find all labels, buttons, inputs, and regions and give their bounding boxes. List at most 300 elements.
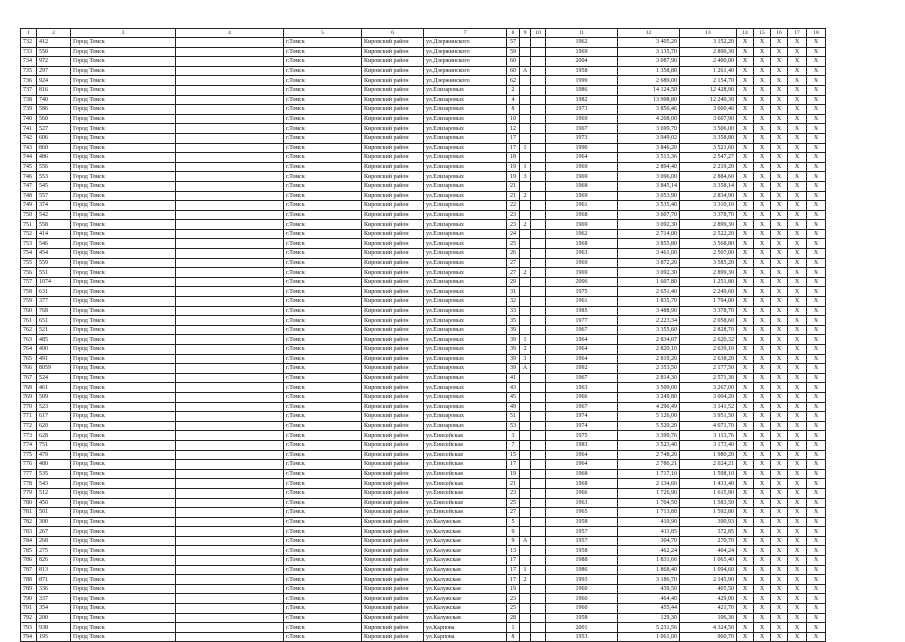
table-cell: 2 639,10: [680, 345, 737, 355]
table-cell: X: [754, 239, 771, 249]
table-cell: X: [737, 488, 754, 498]
table-cell: 3 092,30: [618, 220, 680, 230]
table-cell: 3 152,20: [680, 38, 737, 48]
table-cell: X: [807, 114, 826, 124]
table-cell: X: [788, 268, 807, 278]
column-header-8: 8: [507, 29, 520, 38]
table-cell: X: [754, 191, 771, 201]
table-cell: 1962: [546, 38, 618, 48]
table-cell: Город Томск: [71, 210, 176, 220]
table-cell: X: [807, 220, 826, 230]
table-cell: X: [771, 479, 788, 489]
table-cell: 1968: [546, 210, 618, 220]
table-cell: X: [754, 133, 771, 143]
table-cell: 543: [37, 479, 71, 489]
table-cell: г.Томск: [284, 604, 362, 614]
table-cell: Кировский район: [362, 536, 424, 546]
table-cell: X: [807, 373, 826, 383]
table-cell: [520, 229, 531, 239]
table-cell: 786: [21, 556, 37, 566]
table-cell: 781: [21, 508, 37, 518]
table-cell: X: [771, 546, 788, 556]
table-cell: [531, 239, 546, 249]
table-row: [21, 105, 826, 115]
table-cell: 53: [507, 421, 520, 431]
table-cell: X: [788, 402, 807, 412]
table-row: [21, 297, 826, 307]
table-cell: [176, 297, 284, 307]
table-cell: X: [737, 421, 754, 431]
table-cell: [176, 210, 284, 220]
table-cell: X: [771, 162, 788, 172]
table-cell: Город Томск: [71, 191, 176, 201]
table-cell: 1973: [546, 133, 618, 143]
table-cell: X: [807, 527, 826, 537]
table-cell: X: [807, 498, 826, 508]
table-cell: X: [788, 623, 807, 633]
table-cell: X: [737, 392, 754, 402]
table-row: [21, 172, 826, 182]
table-cell: X: [771, 536, 788, 546]
table-cell: 19: [507, 172, 520, 182]
table-cell: 1969: [546, 258, 618, 268]
table-cell: [176, 517, 284, 527]
table-row: [21, 517, 826, 527]
table-cell: X: [754, 268, 771, 278]
table-cell: X: [788, 249, 807, 259]
table-cell: г.Томск: [284, 38, 362, 48]
table-cell: X: [737, 364, 754, 374]
table-cell: г.Томск: [284, 431, 362, 441]
table-cell: Город Томск: [71, 556, 176, 566]
table-cell: 17: [507, 143, 520, 153]
table-cell: ул.Елизаровых: [424, 249, 507, 259]
table-cell: г.Томск: [284, 546, 362, 556]
table-cell: 419,90: [618, 517, 680, 527]
table-cell: Город Томск: [71, 345, 176, 355]
table-cell: 25: [507, 498, 520, 508]
table-cell: X: [771, 402, 788, 412]
table-cell: X: [771, 239, 788, 249]
table-cell: 740: [21, 114, 37, 124]
table-cell: X: [788, 133, 807, 143]
table-cell: 2 689,00: [618, 76, 680, 86]
table-cell: X: [754, 316, 771, 326]
table-cell: 773: [21, 431, 37, 441]
table-row: [21, 124, 826, 134]
table-cell: 3 846,20: [618, 143, 680, 153]
table-cell: X: [754, 383, 771, 393]
table-cell: 765: [21, 354, 37, 364]
table-cell: 62: [507, 76, 520, 86]
table-cell: г.Томск: [284, 412, 362, 422]
table-cell: [520, 431, 531, 441]
table-cell: 1958: [546, 517, 618, 527]
table-cell: 784: [21, 536, 37, 546]
table-cell: X: [754, 575, 771, 585]
table-cell: ул.Елизаровых: [424, 268, 507, 278]
table-cell: г.Томск: [284, 450, 362, 460]
table-cell: [520, 258, 531, 268]
table-cell: ул.Калужская: [424, 536, 507, 546]
table-cell: X: [771, 440, 788, 450]
table-cell: X: [754, 287, 771, 297]
table-cell: X: [754, 153, 771, 163]
table-cell: 794: [21, 632, 37, 642]
table-cell: X: [754, 114, 771, 124]
table-cell: X: [754, 364, 771, 374]
table-cell: [520, 277, 531, 287]
table-cell: Кировский район: [362, 306, 424, 316]
table-cell: 782: [21, 517, 37, 527]
table-cell: г.Томск: [284, 181, 362, 191]
table-cell: Кировский район: [362, 162, 424, 172]
table-cell: X: [788, 316, 807, 326]
table-cell: 1974: [546, 412, 618, 422]
table-row: [21, 508, 826, 518]
table-cell: 2 828,70: [680, 325, 737, 335]
table-cell: ул.Елизаровых: [424, 210, 507, 220]
table-cell: [176, 105, 284, 115]
column-header-7: 7: [424, 29, 507, 38]
table-cell: 753: [21, 239, 37, 249]
table-cell: X: [807, 632, 826, 642]
table-cell: 60: [507, 66, 520, 76]
table-row: [21, 66, 826, 76]
table-cell: [520, 133, 531, 143]
table-cell: 743: [21, 143, 37, 153]
table-row: [21, 460, 826, 470]
table-cell: 372,85: [680, 527, 737, 537]
table-cell: Кировский район: [362, 373, 424, 383]
table-cell: 1969: [546, 47, 618, 57]
table-cell: X: [771, 181, 788, 191]
table-cell: Город Томск: [71, 297, 176, 307]
table-cell: 1967: [546, 124, 618, 134]
table-cell: 553: [37, 172, 71, 182]
table-row: [21, 85, 826, 95]
table-cell: X: [807, 565, 826, 575]
table-cell: 960,70: [680, 632, 737, 642]
table-cell: [531, 392, 546, 402]
table-cell: [531, 124, 546, 134]
table-cell: 3 358,14: [680, 181, 737, 191]
table-cell: 9: [507, 527, 520, 537]
table-cell: [531, 181, 546, 191]
table-cell: X: [771, 201, 788, 211]
table-cell: X: [771, 268, 788, 278]
table-cell: [531, 191, 546, 201]
table-cell: г.Томск: [284, 613, 362, 623]
table-cell: X: [807, 450, 826, 460]
table-cell: 1960: [546, 604, 618, 614]
table-cell: 606: [37, 133, 71, 143]
table-cell: 1973: [546, 105, 618, 115]
table-cell: X: [737, 162, 754, 172]
table-row: [21, 450, 826, 460]
table-cell: г.Томск: [284, 479, 362, 489]
table-row: [21, 412, 826, 422]
table-cell: X: [788, 95, 807, 105]
table-cell: [176, 373, 284, 383]
table-cell: [531, 229, 546, 239]
table-cell: 25: [507, 239, 520, 249]
table-cell: [531, 412, 546, 422]
table-cell: 760: [21, 306, 37, 316]
table-cell: [176, 306, 284, 316]
table-cell: [531, 450, 546, 460]
table-cell: 268: [37, 536, 71, 546]
table-cell: Кировский район: [362, 517, 424, 527]
table-cell: [531, 469, 546, 479]
table-cell: X: [754, 565, 771, 575]
table-cell: ул.Калужская: [424, 594, 507, 604]
table-cell: ул.Дзержинского: [424, 47, 507, 57]
table-cell: г.Томск: [284, 383, 362, 393]
table-cell: 1 061,00: [618, 632, 680, 642]
table-cell: 3 399,76: [618, 431, 680, 441]
table-cell: ул.Елизаровых: [424, 114, 507, 124]
table-cell: X: [737, 201, 754, 211]
table-cell: 200: [37, 613, 71, 623]
table-cell: 737: [21, 85, 37, 95]
table-cell: X: [788, 575, 807, 585]
table-cell: г.Томск: [284, 325, 362, 335]
table-cell: Город Томск: [71, 38, 176, 48]
table-cell: 24: [507, 229, 520, 239]
table-cell: 39: [507, 325, 520, 335]
table-cell: X: [737, 95, 754, 105]
table-cell: [520, 479, 531, 489]
table-cell: 1968: [546, 239, 618, 249]
table-cell: Город Томск: [71, 124, 176, 134]
table-cell: 767: [21, 373, 37, 383]
table-cell: 439,50: [618, 584, 680, 594]
column-header-15: 15: [754, 29, 771, 38]
table-cell: Город Томск: [71, 287, 176, 297]
table-cell: 2 058,60: [680, 316, 737, 326]
table-cell: Кировский район: [362, 392, 424, 402]
table-cell: [531, 105, 546, 115]
table-cell: ул.Калужская: [424, 613, 507, 623]
table-cell: 1969: [546, 114, 618, 124]
table-row: [21, 316, 826, 326]
table-cell: [531, 508, 546, 518]
table-row: [21, 632, 826, 642]
table-cell: г.Томск: [284, 114, 362, 124]
table-cell: 3 186,70: [618, 575, 680, 585]
table-cell: X: [754, 373, 771, 383]
table-cell: Город Томск: [71, 440, 176, 450]
table-cell: 785: [21, 546, 37, 556]
table-cell: ул.Елизаровых: [424, 124, 507, 134]
table-cell: X: [807, 268, 826, 278]
table-cell: [531, 421, 546, 431]
table-cell: ул.Елизаровых: [424, 85, 507, 95]
table-cell: [176, 181, 284, 191]
table-cell: ул.Карпова: [424, 632, 507, 642]
table-cell: 3 378,70: [680, 306, 737, 316]
table-cell: [176, 268, 284, 278]
table-cell: X: [788, 220, 807, 230]
table-cell: X: [754, 143, 771, 153]
table-cell: X: [737, 594, 754, 604]
table-cell: 26: [507, 249, 520, 259]
table-cell: 275: [37, 546, 71, 556]
table-cell: [176, 239, 284, 249]
table-cell: X: [737, 402, 754, 412]
table-cell: 13: [507, 546, 520, 556]
table-cell: 2 786,21: [618, 460, 680, 470]
table-cell: ул.Елизаровых: [424, 277, 507, 287]
table-cell: X: [788, 546, 807, 556]
table-cell: Кировский район: [362, 47, 424, 57]
table-cell: 17: [507, 556, 520, 566]
table-cell: X: [754, 450, 771, 460]
table-cell: [520, 47, 531, 57]
table-cell: 1983: [546, 440, 618, 450]
table-cell: X: [807, 508, 826, 518]
table-cell: X: [788, 297, 807, 307]
table-cell: X: [807, 153, 826, 163]
table-row: [21, 604, 826, 614]
table-cell: Кировский район: [362, 114, 424, 124]
table-cell: 1 980,20: [680, 450, 737, 460]
table-cell: 1986: [546, 565, 618, 575]
table-cell: X: [807, 105, 826, 115]
table-cell: ул.Енисейская: [424, 440, 507, 450]
table-cell: [520, 584, 531, 594]
table-cell: 2: [520, 345, 531, 355]
table-cell: X: [807, 133, 826, 143]
table-cell: X: [807, 47, 826, 57]
table-cell: X: [771, 517, 788, 527]
table-cell: X: [788, 172, 807, 182]
table-cell: 551: [37, 268, 71, 278]
table-cell: X: [754, 335, 771, 345]
table-cell: X: [754, 105, 771, 115]
table-cell: Кировский район: [362, 556, 424, 566]
table-cell: 628: [37, 431, 71, 441]
table-cell: X: [754, 47, 771, 57]
table-cell: Город Томск: [71, 105, 176, 115]
table-cell: X: [771, 287, 788, 297]
table-cell: 2: [520, 191, 531, 201]
table-cell: ул.Елизаровых: [424, 201, 507, 211]
table-cell: Кировский район: [362, 412, 424, 422]
table-cell: г.Томск: [284, 517, 362, 527]
table-cell: г.Томск: [284, 287, 362, 297]
table-cell: [520, 325, 531, 335]
table-cell: [520, 306, 531, 316]
table-cell: г.Томск: [284, 556, 362, 566]
table-cell: г.Томск: [284, 421, 362, 431]
table-cell: X: [788, 66, 807, 76]
table-cell: Кировский район: [362, 460, 424, 470]
table-cell: [176, 508, 284, 518]
table-cell: [176, 431, 284, 441]
table-cell: 1 598,10: [680, 469, 737, 479]
table-cell: 462,24: [618, 546, 680, 556]
table-cell: X: [788, 383, 807, 393]
table-cell: X: [771, 556, 788, 566]
table-cell: [176, 38, 284, 48]
table-cell: X: [737, 249, 754, 259]
table-cell: Кировский район: [362, 632, 424, 642]
table-cell: Город Томск: [71, 354, 176, 364]
table-cell: [520, 249, 531, 259]
table-cell: [520, 76, 531, 86]
table-row: [21, 258, 826, 268]
table-cell: ул.Елизаровых: [424, 172, 507, 182]
table-cell: 1958: [546, 546, 618, 556]
table-cell: X: [807, 345, 826, 355]
table-cell: 39: [507, 354, 520, 364]
table-row: [21, 556, 826, 566]
table-cell: 3 855,80: [618, 239, 680, 249]
table-cell: X: [788, 460, 807, 470]
table-cell: ул.Калужская: [424, 517, 507, 527]
table-cell: X: [737, 306, 754, 316]
column-header-3: 3: [71, 29, 176, 38]
table-cell: 750: [21, 210, 37, 220]
table-cell: [531, 335, 546, 345]
table-cell: X: [737, 412, 754, 422]
table-cell: г.Томск: [284, 392, 362, 402]
table-cell: Город Томск: [71, 613, 176, 623]
table-cell: X: [788, 556, 807, 566]
table-cell: X: [737, 66, 754, 76]
table-cell: Город Томск: [71, 66, 176, 76]
table-cell: Город Томск: [71, 201, 176, 211]
table-cell: X: [807, 402, 826, 412]
table-cell: [520, 412, 531, 422]
table-row: [21, 383, 826, 393]
table-cell: 770: [21, 402, 37, 412]
table-row: [21, 345, 826, 355]
table-cell: 12: [507, 124, 520, 134]
table-cell: ул.Елизаровых: [424, 239, 507, 249]
table-cell: 754: [21, 249, 37, 259]
table-cell: [531, 325, 546, 335]
table-cell: X: [771, 105, 788, 115]
table-cell: Кировский район: [362, 133, 424, 143]
table-row: [21, 479, 826, 489]
table-cell: X: [754, 201, 771, 211]
table-cell: 19: [507, 584, 520, 594]
table-cell: 775: [21, 450, 37, 460]
table-cell: X: [737, 575, 754, 585]
table-cell: 746: [21, 172, 37, 182]
table-cell: 29: [507, 277, 520, 287]
table-cell: 8059: [37, 364, 71, 374]
table-cell: 2 249,60: [680, 287, 737, 297]
table-cell: [531, 172, 546, 182]
table-cell: 9: [507, 536, 520, 546]
table-cell: 1953: [546, 632, 618, 642]
table-cell: X: [737, 268, 754, 278]
table-cell: [176, 527, 284, 537]
table-cell: X: [754, 460, 771, 470]
table-cell: [531, 249, 546, 259]
table-cell: 4 071,70: [680, 421, 737, 431]
table-cell: 2 899,30: [680, 268, 737, 278]
table-cell: X: [737, 450, 754, 460]
table-cell: X: [788, 450, 807, 460]
table-cell: X: [771, 47, 788, 57]
table-cell: [520, 297, 531, 307]
table-cell: 2 522,20: [680, 229, 737, 239]
